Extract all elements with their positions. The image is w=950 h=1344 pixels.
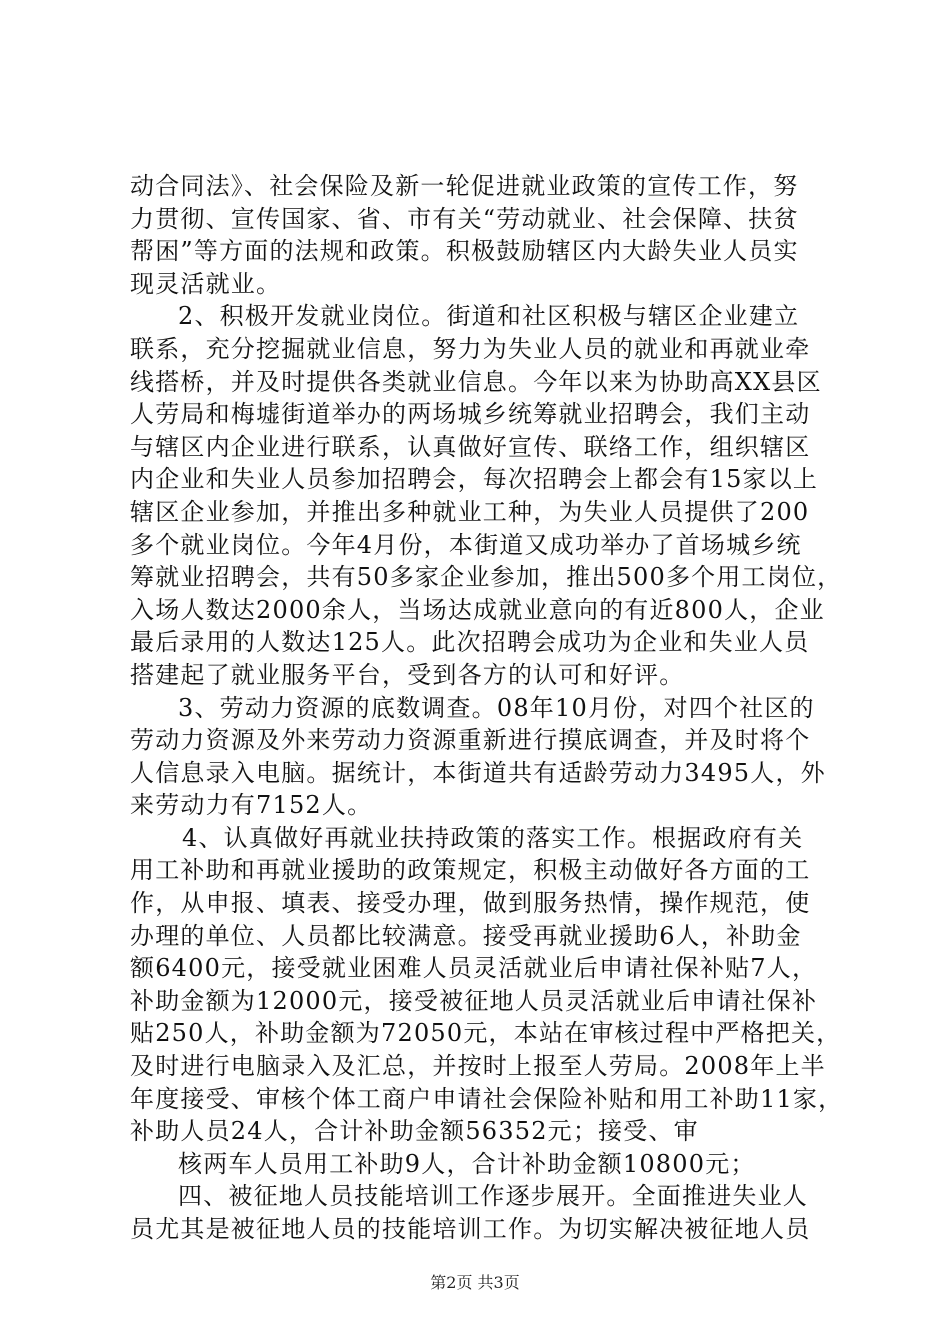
text-line: 帮困”等方面的法规和政策。积极鼓励辖区内大龄失业人员实 bbox=[130, 237, 799, 266]
text-line: 现灵活就业。 bbox=[130, 269, 282, 298]
paragraph-start-line: 四、被征地人员技能培训工作逐步展开。全面推进失业人 bbox=[178, 1182, 808, 1211]
text-line: 搭建起了就业服务平台，受到各方的认可和好评。 bbox=[130, 660, 685, 689]
document-body bbox=[130, 170, 844, 1246]
text-line: 人信息录入电脑。据统计，本街道共有适龄劳动力3495人，外 bbox=[130, 758, 826, 787]
text-line: 作，从申报、填表、接受办理，做到服务热情，操作规范，使 bbox=[130, 889, 811, 918]
paragraph-start-line: 核两车人员用工补助9人，合计补助金额10800元； bbox=[178, 1149, 756, 1178]
text-line: 员尤其是被征地人员的技能培训工作。为切实解决被征地人员 bbox=[130, 1215, 811, 1243]
text-line: 补助人员24人，合计补助金额56352元；接受、审 bbox=[130, 1117, 699, 1146]
text-line: 线搭桥，并及时提供各类就业信息。今年以来为协助高XX县区 bbox=[130, 367, 822, 396]
text-line: 额6400元，接受就业困难人员灵活就业后申请社保补贴7人， bbox=[130, 954, 818, 983]
text-line: 多个就业岗位。今年4月份，本街道又成功举办了首场城乡统 bbox=[130, 530, 802, 559]
text-line: 办理的单位、人员都比较满意。接受再就业援助6人，补助金 bbox=[130, 921, 802, 950]
text-line: 补助金额为12000元，接受被征地人员灵活就业后申请社保补 bbox=[130, 986, 818, 1015]
page-number-footer: 第2页 共3页 bbox=[430, 1273, 520, 1292]
paragraph-start-line: 2、积极开发就业岗位。街道和社区积极与辖区企业建立 bbox=[178, 302, 800, 331]
paragraph-start-line: 3、劳动力资源的底数调查。08年10月份，对四个社区的 bbox=[178, 693, 815, 722]
text-line: 辖区企业参加，并推出多种就业工种，为失业人员提供了200 bbox=[130, 497, 810, 526]
text-line: 年度接受、审核个体工商户申请社会保险补贴和用工补助11家， bbox=[130, 1084, 844, 1113]
text-line: 联系，充分挖掘就业信息，努力为失业人员的就业和再就业牵 bbox=[130, 334, 811, 363]
text-line: 来劳动力有7152人。 bbox=[130, 791, 373, 820]
text-line: 用工补助和再就业援助的政策规定，积极主动做好各方面的工 bbox=[130, 856, 811, 885]
text-line: 最后录用的人数达125人。此次招聘会成功为企业和失业人员 bbox=[130, 628, 810, 657]
text-line: 及时进行电脑录入及汇总，并按时上报至人劳局。2008年上半 bbox=[130, 1052, 826, 1081]
text-line: 力贯彻、宣传国家、省、市有关“劳动就业、社会保障、扶贫 bbox=[130, 204, 799, 233]
text-line: 与辖区内企业进行联系，认真做好宣传、联络工作，组织辖区 bbox=[130, 432, 811, 461]
text-line: 人劳局和梅墟街道举办的两场城乡统筹就业招聘会，我们主动 bbox=[130, 400, 811, 429]
text-line: 筹就业招聘会，共有50多家企业参加，推出500多个用工岗位， bbox=[130, 563, 843, 592]
text-line: 入场人数达2000余人，当场达成就业意向的有近800人，企业 bbox=[130, 595, 825, 624]
text-line: 内企业和失业人员参加招聘会，每次招聘会上都会有15家以上 bbox=[130, 465, 819, 494]
paragraph-start-line: 4、认真做好再就业扶持政策的落实工作。根据政府有关 bbox=[182, 823, 804, 852]
text-line: 动合同法》、社会保险及新一轮促进就业政策的宣传工作，努 bbox=[130, 172, 799, 200]
text-line: 贴250人，补助金额为72050元，本站在审核过程中严格把关， bbox=[130, 1019, 842, 1048]
text-line: 劳动力资源及外来劳动力资源重新进行摸底调查，并及时将个 bbox=[130, 726, 811, 755]
